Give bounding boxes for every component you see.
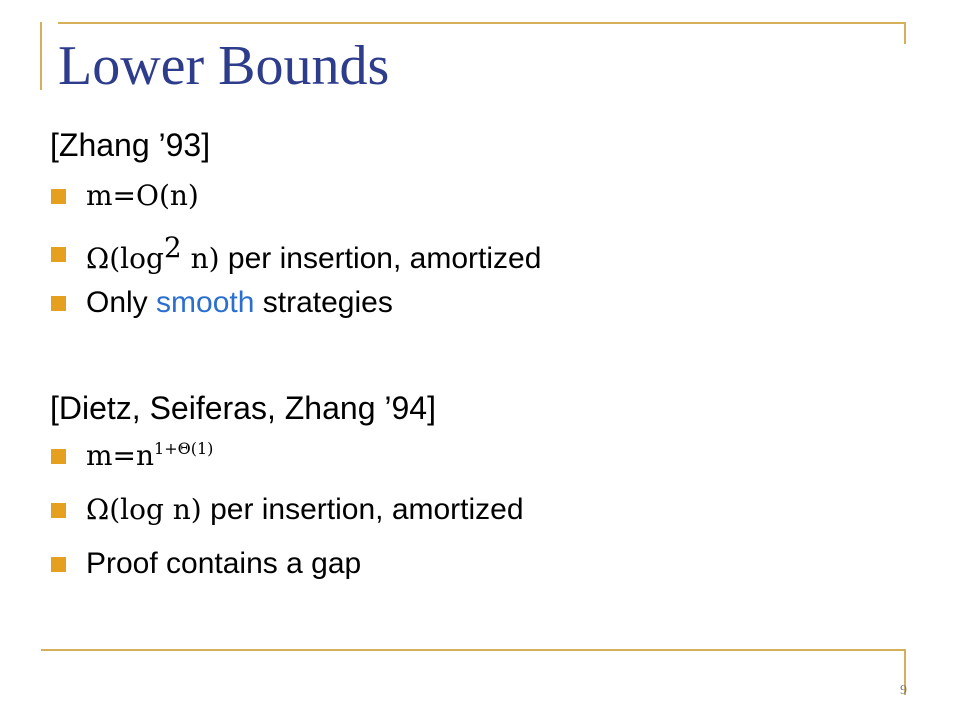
bullet-math-superscript: 2 <box>163 231 182 264</box>
bullet-marker <box>51 247 66 262</box>
bullet-description: Proof contains a gap <box>86 547 362 580</box>
frame-left-line <box>40 22 42 90</box>
bullet-text <box>86 288 393 318</box>
bullet-suffix: strategies <box>254 286 393 319</box>
bullet-description: per insertion, amortized <box>219 242 542 275</box>
bullet-item <box>51 549 361 579</box>
bullet-marker <box>51 449 66 464</box>
bullet-text <box>86 231 542 275</box>
bullet-text <box>86 441 213 471</box>
bullet-math-base: Ω(log <box>86 242 164 275</box>
page-number: 9 <box>900 683 907 698</box>
bullet-text <box>86 495 524 525</box>
bullet-item <box>51 495 524 525</box>
bullet-item <box>51 288 393 318</box>
highlighted-term: smooth <box>156 286 255 319</box>
bullet-item <box>51 441 213 471</box>
frame-right-line <box>904 22 906 44</box>
bullet-item <box>51 179 199 212</box>
bullet-marker <box>51 503 66 518</box>
bullet-math-superscript: 1+Θ(1) <box>154 439 214 458</box>
bullet-math-base: m=n <box>86 439 155 472</box>
slide-title: Lower Bounds <box>58 35 390 97</box>
section-heading-dietz-seiferas-zhang-94: [Dietz, Seiferas, Zhang ’94] <box>50 390 436 426</box>
section-heading-zhang-93: [Zhang ’93] <box>50 127 211 163</box>
bullet-marker <box>51 557 66 572</box>
bullet-math-tail: n) <box>181 242 220 275</box>
frame-top-line <box>58 22 904 24</box>
footer-divider <box>41 649 905 651</box>
bullet-item <box>51 231 542 275</box>
bullet-marker <box>51 296 66 311</box>
bullet-description: per insertion, amortized <box>201 493 524 526</box>
bullet-math: Ω(log n) <box>86 493 202 526</box>
bullet-math: m=O(n) <box>86 179 199 212</box>
bullet-marker <box>51 189 66 204</box>
bullet-prefix: Only <box>86 286 157 319</box>
